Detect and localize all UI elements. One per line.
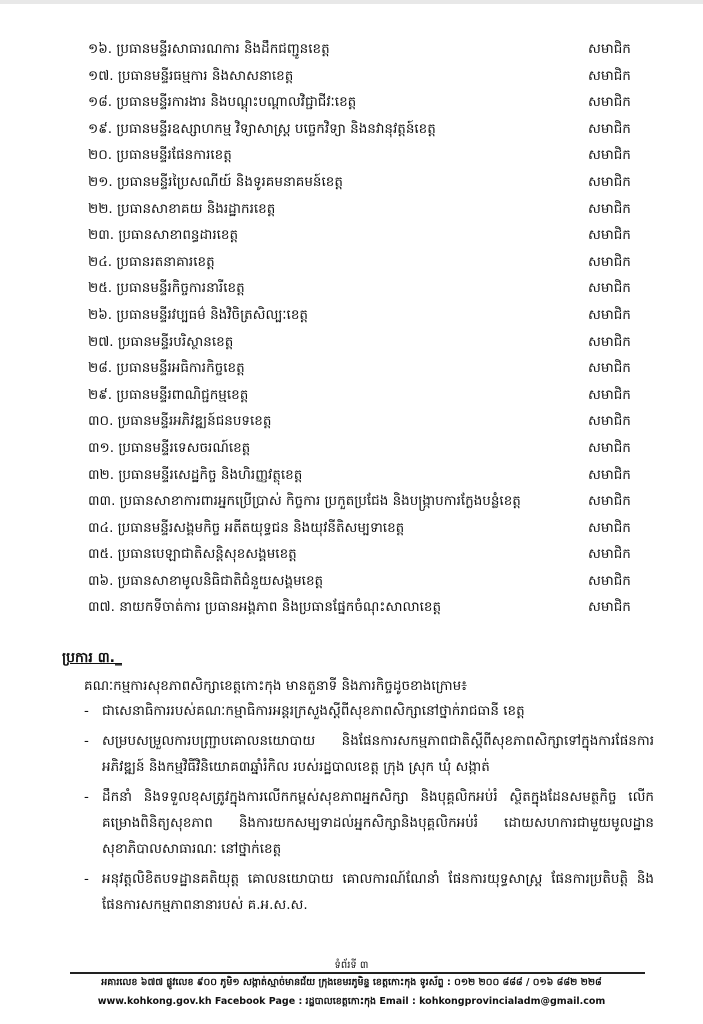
member-list xyxy=(88,36,648,621)
list-item xyxy=(88,222,648,249)
member-title: ១៧. ប្រធានមន្ទីរធម្មការ និងសាសនាខេត្ត xyxy=(88,67,294,84)
member-title: ២១. ប្រធានមន្ទីរប្រៃសណីយ៍ និងទូរគមនាគមន៍ខេត្ត xyxy=(88,173,343,190)
member-role: សមាជិក xyxy=(588,413,631,430)
member-title: ១៦. ប្រធានមន្ទីរសាធារណការ និងដឹកជញ្ជូនខេត្ត xyxy=(88,41,330,57)
duties-list xyxy=(84,698,654,922)
list-item xyxy=(84,784,654,862)
list-item xyxy=(84,728,654,780)
duty-text: សម្របសម្រួលការបញ្ជ្រាបគោលនយោបាយ និងផែនការសកម្មភាពជាតិស្តីពីសុខភាពសិក្សាទៅក្នុងការផែនការអភិវឌ្ឍន៍ និងកម្មវិធីវិនិយោគ៣ឆ្នាំរំកិល របស់រដ្ឋបាលខេត្ត ក្រុង ស្រុក ឃុំ សង្កាត់ xyxy=(102,733,654,775)
member-title: ៣៧. នាយកទីចាត់ការ ប្រធានអង្គភាព និងប្រធានផ្នែកចំណុះសាលាខេត្ត xyxy=(88,599,442,616)
member-role: សមាជិក xyxy=(588,200,631,217)
member-role: សមាជិក xyxy=(588,546,631,563)
list-item xyxy=(88,568,648,595)
member-role: សមាជិក xyxy=(588,41,631,57)
member-role: សមាជិក xyxy=(588,360,631,377)
list-item xyxy=(88,36,648,63)
member-title: ៣៣. ប្រធានសាខាការពារអ្នកប្រើប្រាស់ កិច្ចការ ប្រកួតប្រជែង និងបង្ក្រាបការក្លែងបន្លំខេត្ត xyxy=(88,493,521,510)
list-item xyxy=(88,329,648,356)
member-title: ២៤. ប្រធានរតនាគារខេត្ត xyxy=(88,253,215,270)
list-item xyxy=(88,435,648,462)
member-title: ១៩. ប្រធានមន្ទីរឧស្សាហកម្ម វិទ្យាសាស្ត្រ បច្ចេកវិទ្យា និងនវានុវត្តន៍ខេត្ត xyxy=(88,120,436,137)
footer-address: អគារលេខ ៦៧៧ ផ្លូវលេខ ៩០០ ភូមិ១ សង្កាត់ស្មាច់មានជ័យ ក្រុងខេមរភូមិន្ទ ខេត្តកោះកុង ទូរស័ព្ទ : ០១២ ២០០ ៨៨៨ / ០១៦ ៨៨២ ២២៨ xyxy=(101,977,602,988)
member-role: សមាជិក xyxy=(588,227,631,244)
list-item xyxy=(88,515,648,542)
member-role: សមាជិក xyxy=(588,439,631,456)
list-item xyxy=(88,462,648,489)
member-role: សមាជិក xyxy=(588,386,631,403)
member-role: សមាជិក xyxy=(588,94,631,111)
member-title: ២៦. ប្រធានមន្ទីរវប្បធម៌ និងវិចិត្រសិល្បៈខេត្ត xyxy=(88,306,308,323)
member-title: ៣៥. ប្រធានបេឡាជាតិសន្តិសុខសង្គមខេត្ត xyxy=(88,546,297,563)
list-item xyxy=(88,488,648,515)
member-title: ៣១. ប្រធានមន្ទីរទេសចរណ៍ខេត្ត xyxy=(88,439,251,456)
member-role: សមាជិក xyxy=(588,67,631,84)
member-role: សមាជិក xyxy=(588,519,631,536)
list-item xyxy=(88,275,648,302)
duty-text: ជាសេនាធិការរបស់គណៈកម្មាធិការអន្តរក្រសួងស្តីពីសុខភាពសិក្សានៅថ្នាក់រាជធានី ខេត្ត xyxy=(102,703,525,719)
member-title: ២៥. ប្រធានមន្ទីរកិច្ចការនារីខេត្ត xyxy=(88,280,245,297)
member-role: សមាជិក xyxy=(588,120,631,137)
footer-divider xyxy=(70,972,645,974)
member-role: សមាជិក xyxy=(588,466,631,483)
member-title: ២៧. ប្រធានមន្ទីរបរិស្ថានខេត្ត xyxy=(88,333,234,350)
list-item xyxy=(84,866,654,918)
member-role: សមាជិក xyxy=(588,333,631,350)
list-item xyxy=(88,89,648,116)
member-title: ២០. ប្រធានមន្ទីរផែនការខេត្ត xyxy=(88,147,232,164)
duty-text: អនុវត្តលិខិតបទដ្ឋានគតិយុត្ត គោលនយោបាយ គោលការណ៍ណែនាំ ផែនការយុទ្ធសាស្ត្រ ផែនការប្រតិបត្តិ និងផែនការសកម្មភាពនានារបស់ គ.អ.ស.ស. xyxy=(102,871,654,913)
list-item xyxy=(88,302,648,329)
duty-text: ដឹកនាំ និងទទួលខុសត្រូវក្នុងការលើកកម្ពស់សុខភាពអ្នកសិក្សា និងបុគ្គលិកអប់រំ ស្ថិតក្នុងដែនសមត្ថកិច្ច លើកគម្រោងពិនិត្យសុខភាព និងការយកសម្បទាដល់អ្នកសិក្សានិងបុគ្គលិកអប់រំ ដោយសហការជាមួយមូលដ្ឋានសុខាភិបាលសាធារណៈ នៅថ្នាក់ខេត្ត xyxy=(102,789,654,857)
member-title: ១៨. ប្រធានមន្ទីរការងារ និងបណ្តុះបណ្តាលវិជ្ជាជីវៈខេត្ត xyxy=(88,94,357,111)
bullet-dash: - xyxy=(84,871,89,887)
member-role: សមាជិក xyxy=(588,173,631,190)
member-title: ៣៤. ប្រធានមន្ទីរសង្គមកិច្ច អតីតយុទ្ធជន និងយុវនីតិសម្បទាខេត្ត xyxy=(88,519,405,536)
bullet-dash: - xyxy=(84,703,89,719)
member-role: សមាជិក xyxy=(588,306,631,323)
page-number: ទំព័រទី ៣ xyxy=(334,960,369,971)
footer-contact: www.kohkong.gov.kh Facebook Page : រដ្ឋបាលខេត្តកោះកុង Email : kohkongprovincialadm@gmail.com xyxy=(97,996,606,1007)
member-title: ២៣. ប្រធានសាខាពន្ធដារខេត្ត xyxy=(88,227,239,244)
member-role: សមាជិក xyxy=(588,280,631,297)
member-role: សមាជិក xyxy=(588,572,631,589)
top-rule xyxy=(0,0,703,4)
member-title: ៣០. ប្រធានមន្ទីរអភិវឌ្ឍន៍ជនបទខេត្ត xyxy=(88,413,272,430)
list-item xyxy=(88,196,648,223)
member-role: សមាជិក xyxy=(588,147,631,164)
list-item xyxy=(88,541,648,568)
member-title: ៣២. ប្រធានមន្ទីរសេដ្ឋកិច្ច និងហិរញ្ញវត្ថុខេត្ត xyxy=(88,466,303,483)
article-intro: គណៈកម្មការសុខភាពសិក្សាខេត្តកោះកុង មានតួនាទី និងភារកិច្ចដូចខាងក្រោម៖ xyxy=(84,678,468,694)
member-title: ២២. ប្រធានសាខាគយ និងរដ្ឋាករខេត្ត xyxy=(88,200,276,217)
list-item xyxy=(88,382,648,409)
list-item xyxy=(88,169,648,196)
bullet-dash: - xyxy=(84,733,89,749)
member-role: សមាជិក xyxy=(588,599,631,616)
list-item xyxy=(88,355,648,382)
list-item xyxy=(88,594,648,621)
list-item xyxy=(88,63,648,90)
member-role: សមាជិក xyxy=(588,253,631,270)
list-item xyxy=(88,408,648,435)
list-item xyxy=(88,142,648,169)
member-title: ២៨. ប្រធានមន្ទីរអធិការកិច្ចខេត្ត xyxy=(88,360,245,377)
list-item xyxy=(88,249,648,276)
member-role: សមាជិក xyxy=(588,493,631,510)
list-item xyxy=(84,698,654,724)
member-title: ២៩. ប្រធានមន្ទីរពាណិជ្ជកម្មខេត្ត xyxy=(88,386,249,403)
member-title: ៣៦. ប្រធានសាខាមូលនិធិជាតិជំនួយសង្គមខេត្ត xyxy=(88,572,324,589)
article-heading: ប្រការ ៣._ xyxy=(62,650,122,666)
bullet-dash: - xyxy=(84,789,89,805)
list-item xyxy=(88,116,648,143)
